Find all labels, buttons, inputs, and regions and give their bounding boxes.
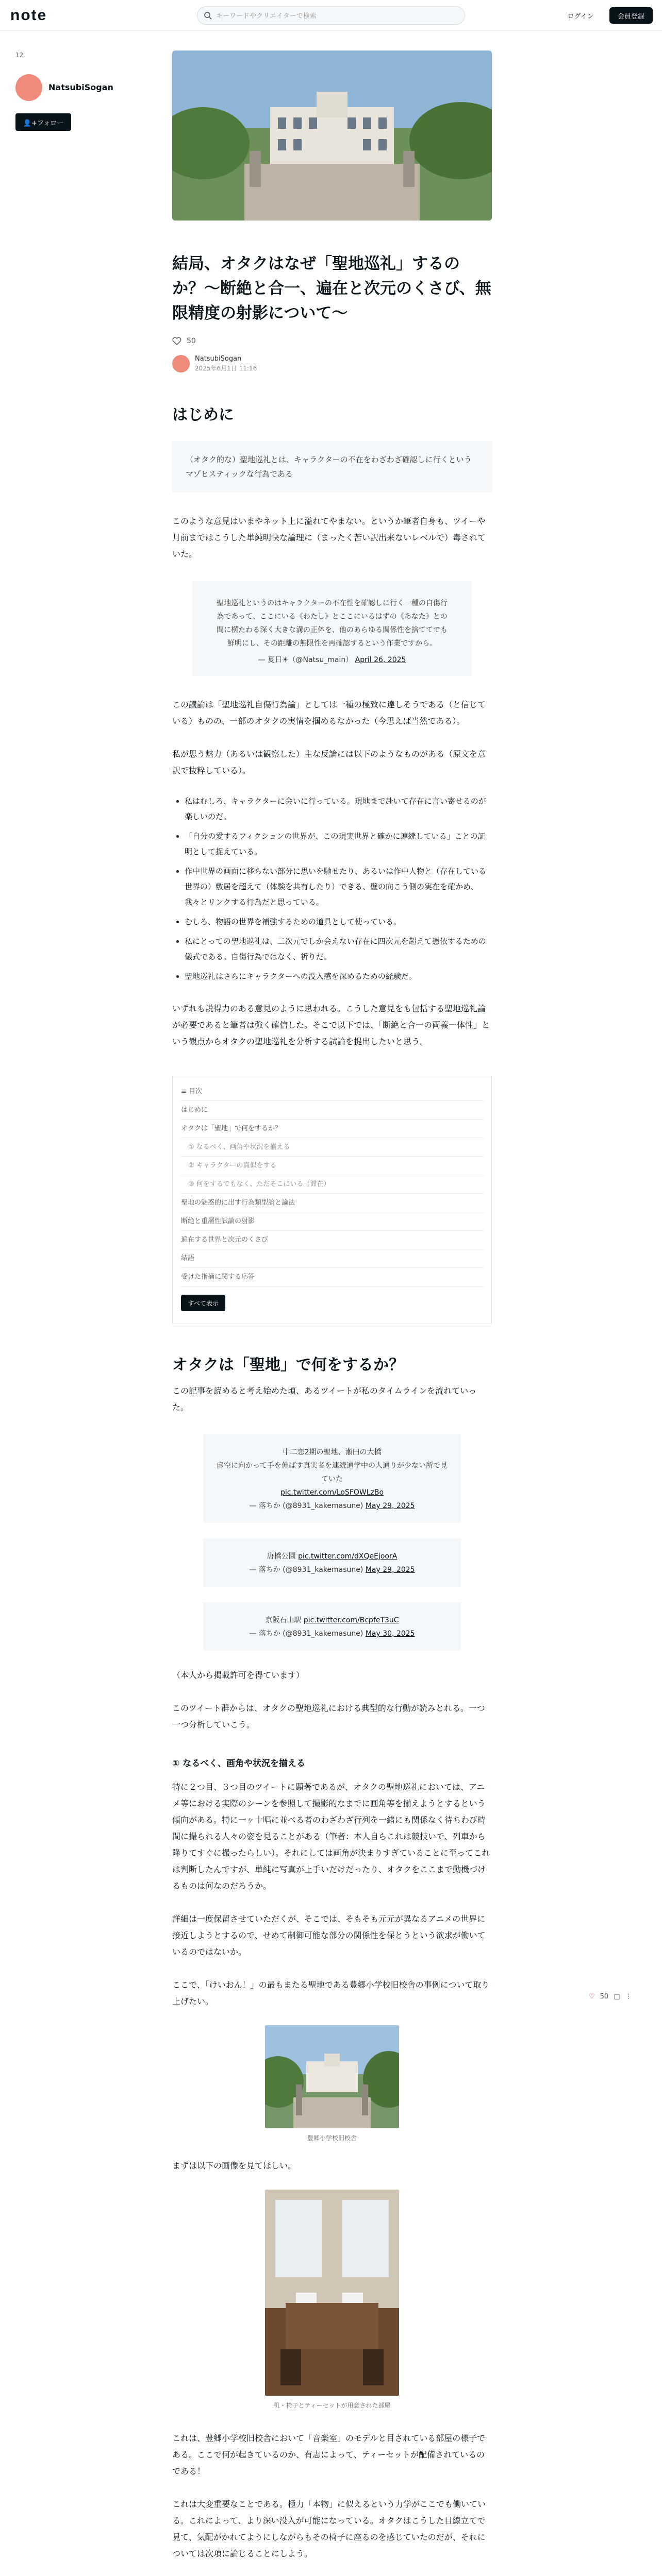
float-like-count: 50	[600, 1993, 609, 2001]
toc-item[interactable]: ① なるべく、画角や状況を揃える	[181, 1138, 483, 1157]
signup-button[interactable]: 会員登録	[609, 7, 653, 24]
search-box[interactable]	[197, 6, 465, 25]
person-add-icon: 👤+	[23, 119, 37, 127]
follow-label: フォロー	[37, 119, 64, 127]
paragraph: いずれも説得力のある意見のように思われる。こうした意見をも包括する聖地巡礼論が必要であると筆者は強く確信した。そこで以下では、「断絶と合一の両義一体性」という観点からオタクの聖地巡礼を分析する試論を提出したいと思う。	[172, 1004, 490, 1046]
toc-item[interactable]: ② キャラクターの真似をする	[181, 1157, 483, 1175]
tweet-date-link[interactable]: May 29, 2025	[365, 1502, 415, 1510]
paragraph: （本人から掲載許可を得ています）	[172, 1670, 305, 1680]
paragraph: 詳細は一度保留させていただくが、そこでは、そもそも元元が異なるアニメの世界に接近しようとするので、せめて制御可能な部分の関係性を保とうという欲求が働いているのではないか。	[172, 1914, 486, 1957]
follow-button[interactable]	[15, 113, 71, 131]
list-item: • むしろ、物語の世界を補強するための道具として使っている。	[185, 914, 492, 929]
list-item: • 「自分の愛するフィクションの世界が、この現実世界と確かに連続している」ことの証明として捉えている。	[185, 828, 492, 859]
subsection-heading: ① なるべく、画角や状況を揃える	[172, 1758, 305, 1769]
tweet-text: 唐橋公園	[267, 1552, 296, 1561]
paragraph: 特に２つ目、３つ目のツイートに顕著であるが、オタクの聖地巡礼においては、アニメ等における実際のシーンを参照して撮影的なまでに画角等を揃えようとするという傾向がある。特に一ヶ十唱に並べる者のわざわざ行列を一緒にも関係なく待ちわび時間に撮られる人々の姿を見ることがある（筆者：本人自らこれは競技いで、列車から降りてすぐに撮ったらしい）。それにしては画角が決まりすぎていることに至ってこれは判断したんですが、単純に写真が上手いだけだったり、オタクをここまで動機づけるものは何なのだろうか。	[172, 1782, 490, 1891]
tweet-author: — 夏日☀（@Natsu_main）	[258, 656, 353, 664]
list-item: • 私にとっての聖地巡礼は、二次元でしか会えない存在に四次元を超えて憑依するための儀式である。自傷行為ではなく、祈りだ。	[185, 934, 492, 964]
tweet-text: 聖地巡礼というのはキャラクターの不在性を確認しに行く一種の自傷行為であって、ここにいる《わたし》とここにいるはずの《あなた》との間に横たわる深く大きな溝の正体を、他のあらゆる関係性を捨ててでも鮮明にし、その距離の無限性を再確認するという作業ですから。	[217, 599, 448, 648]
tweet-text: 中二恋2期の聖地、瀬田の大橋 虚空に向かって手を伸ばす真実者を連続通学中の人通りが少ない所で見ていた	[217, 1448, 448, 1483]
article-title: 結局、オタクはなぜ「聖地巡礼」するのか？〜断絶と合一、遍在と次元のくさび、無限精度の射影について〜	[172, 255, 491, 323]
toc-title: ≡ 目次	[181, 1082, 483, 1101]
tweet-date-link[interactable]: May 30, 2025	[365, 1630, 415, 1638]
tweet-link[interactable]: pic.twitter.com/LoSFOWLzBo	[280, 1488, 384, 1497]
paragraph: これは、豊郷小学校旧校舎において「音楽室」のモデルと目されている部屋の様子である。ここで何が起きているのか、有志によって、ティーセットが配備されているのである！	[172, 2433, 486, 2476]
embedded-tweet	[203, 1434, 461, 1523]
follower-count: 12	[15, 52, 24, 59]
top-bar	[0, 0, 662, 31]
tweet-date-link[interactable]: May 29, 2025	[365, 1566, 415, 1574]
school-photo	[265, 2025, 399, 2128]
tweet-author: — 落ちか (@8931_kakemasune)	[249, 1566, 363, 1574]
avatar[interactable]	[172, 355, 190, 372]
paragraph: このツイート群からは、オタクの聖地巡礼における典型的な行動が読みとれる。一つ一つ分析していこう。	[172, 1703, 485, 1730]
section-heading: オタクは「聖地」で何をするか？	[172, 1356, 404, 1374]
hero-image	[172, 50, 492, 221]
list-item: • 作中世界の画面に移らない部分に思いを馳せたり、あるいは作中人物と（存在している世界の）敷居を超えて（体験を共有したり）できる、壁の向こう側の実在を確かめ、我々とリンクする行為だと思っている。	[185, 863, 492, 910]
tweet-text: 京阪石山駅	[265, 1616, 302, 1624]
toc-item[interactable]: はじめに	[181, 1101, 483, 1120]
tweet-link[interactable]: pic.twitter.com/BcpfeT3uC	[303, 1616, 399, 1624]
author-name[interactable]: NatsubiSogan	[48, 82, 113, 92]
embedded-tweet	[203, 1602, 461, 1651]
tweet-link[interactable]: pic.twitter.com/dXQeEjoorA	[298, 1552, 398, 1561]
bullet-list	[172, 793, 492, 984]
table-of-contents	[172, 1076, 492, 1324]
toc-item[interactable]: 遍在する世界と次元のくさび	[181, 1231, 483, 1249]
tweet-author: — 落ちか (@8931_kakemasune)	[249, 1502, 363, 1510]
toc-item[interactable]: オタクは「聖地」で何をするか？	[181, 1120, 483, 1138]
tweet-date-link[interactable]: April 26, 2025	[355, 656, 406, 664]
music-room-photo	[265, 2190, 399, 2396]
quote-box: （オタク的な）聖地巡礼とは、キャラクターの不在をわざわざ確認しに行くというマゾヒスティックな行為である	[172, 441, 492, 493]
article	[172, 50, 492, 2576]
list-item: • 聖地巡礼はさらにキャラクターへの没入感を深めるための経験だ。	[185, 969, 492, 984]
embedded-tweet	[203, 1538, 461, 1587]
paragraph: この議論は「聖地巡礼自傷行為論」としては一種の極致に達しそうである（と信じている）ものの、一部のオタクの実情を掴めるなかった（今思えば当然である）。	[172, 700, 486, 726]
toc-item[interactable]: ③ 何をするでもなく、ただそこにいる（滞在）	[181, 1175, 483, 1194]
toc-item[interactable]: 受けた指摘に関する応答	[181, 1268, 483, 1286]
paragraph: これは大変重要なことである。極力「本物」に似えるという力学がここでも働いている。これによって、より深い没入が可能になっている。オタクはこうした目線立てで見て、気配がかれてようにしながらもその椅子に座るのを感じていたのだが、それについては次項に論じることにしよう。	[172, 2499, 486, 2558]
author-sidebar	[15, 52, 129, 127]
toc-item[interactable]: 結語	[181, 1249, 483, 1268]
search-icon	[204, 11, 212, 20]
like-row	[172, 335, 492, 347]
paragraph: 私が思う魅力（あるいは観察した）主な反論には以下のようなものがある（原文を意訳で抜粋している）。	[172, 749, 486, 775]
author-name[interactable]: NatsubiSogan	[195, 355, 242, 363]
image-caption: 豊郷小学校旧校舎	[307, 2134, 357, 2142]
share-icon[interactable]: ⋮	[625, 1993, 632, 2001]
tweet-author: — 落ちか (@8931_kakemasune)	[249, 1630, 363, 1638]
toc-item[interactable]: 聖地の魅惑的に出す行為類型論と論法	[181, 1194, 483, 1212]
author-row[interactable]	[172, 353, 492, 374]
search-input[interactable]	[216, 10, 453, 22]
toc-show-all-button[interactable]: すべて表示	[181, 1295, 225, 1311]
note-logo[interactable]: note	[10, 7, 47, 24]
paragraph: ここで、「けいおん！」の最もまたる聖地である豊郷小学校旧校舎の事例について取り上げたい。	[172, 1980, 490, 2006]
comment-icon[interactable]: □	[614, 1993, 620, 2001]
paragraph: まずは以下の画像を見てほしい。	[172, 2161, 296, 2171]
paragraph: この記事を読めると考え始めた頃、あるツイートが私のタイムラインを流れていった。	[172, 1386, 477, 1412]
heart-icon[interactable]	[172, 337, 181, 345]
heart-icon[interactable]: ♡	[589, 1993, 595, 2001]
publish-date: 2025年6月1日 11:16	[195, 365, 257, 372]
embedded-tweet	[193, 581, 471, 676]
toc-item[interactable]: 断絶と重層性試論の射影	[181, 1212, 483, 1231]
paragraph: このような意見はいまやネット上に溢れてやまない。というか筆者自身も、ツイーや月前まではこうした単純明快な論理に（まったく苦い訳出来ないレベルで）毒されていた。	[172, 516, 486, 559]
floating-actions	[589, 1993, 637, 2001]
avatar[interactable]	[15, 74, 42, 101]
section-heading: はじめに	[172, 406, 234, 424]
list-icon: ≡	[181, 1088, 189, 1095]
image-caption: 机・椅子とティーセットが用意された部屋	[273, 2402, 391, 2409]
login-button[interactable]: ログイン	[562, 7, 599, 24]
list-item: • 私はむしろ、キャラクターに会いに行っている。現地まで赴いて存在に言い寄せるのが楽しいのだ。	[185, 793, 492, 824]
like-count: 50	[187, 337, 196, 345]
